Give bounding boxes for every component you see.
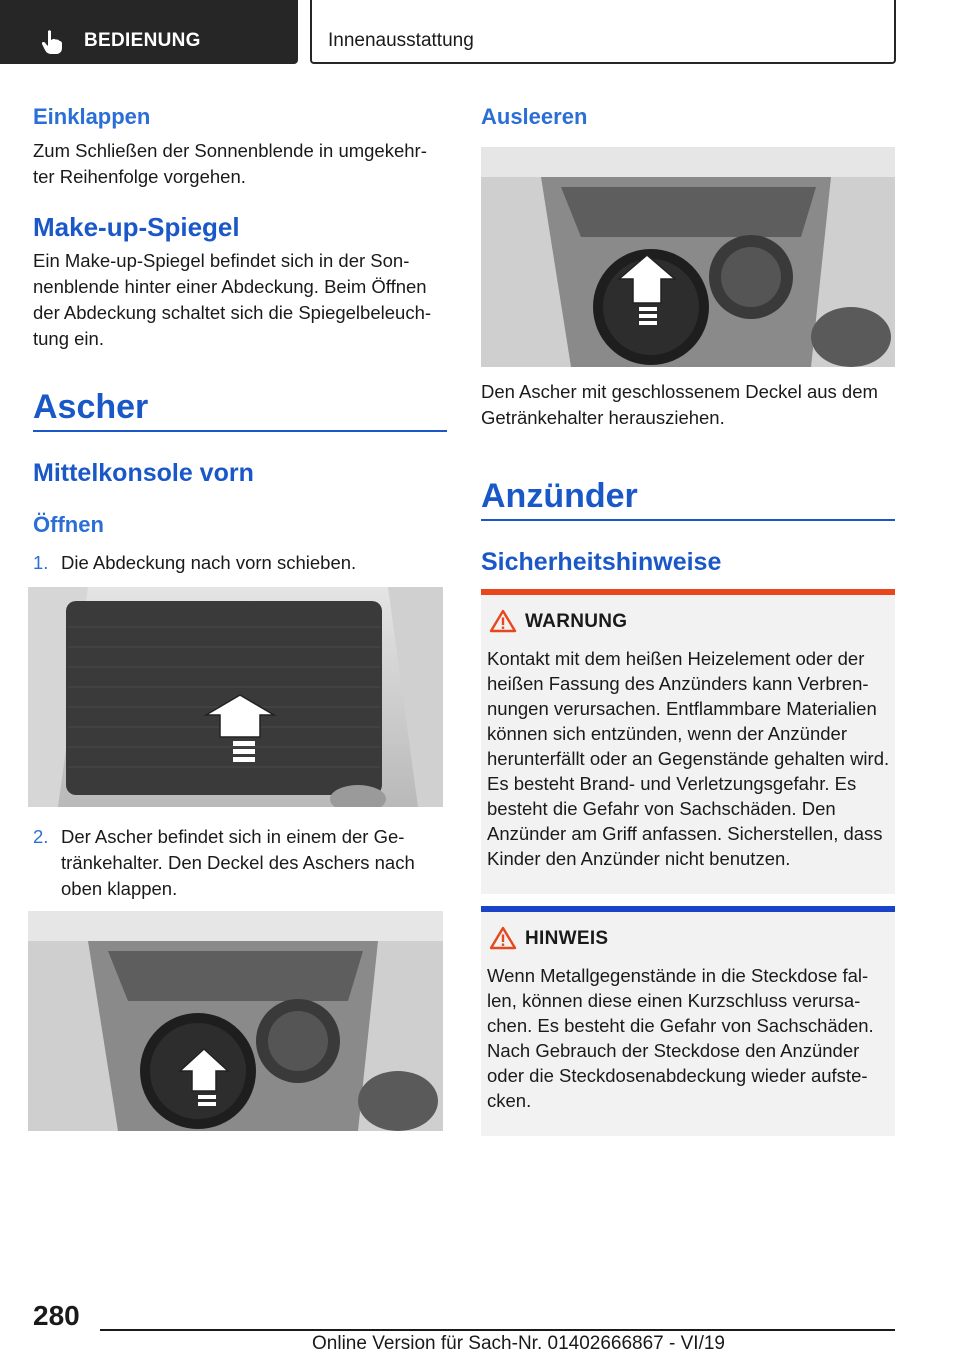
ascher-heading: Ascher [33, 388, 149, 426]
einklappen-heading: Einklappen [33, 104, 151, 129]
mittelkonsole-heading: Mittelkonsole vorn [33, 459, 254, 487]
step-text: Der Ascher befindet sich in einem der Ge-tränkehalter. Den Deckel des Aschers nach oben klappen. [61, 826, 415, 899]
anzuender-heading: Anzünder [481, 477, 638, 515]
header-chapter-tab [310, 0, 896, 64]
ausleeren-text: Den Ascher mit geschlossenem Deckel aus dem Getränkehalter herausziehen. [481, 381, 878, 428]
warning-title: WARNUNG [525, 611, 628, 632]
chapter-label: Innenausstattung [328, 30, 474, 51]
footer-rule [100, 1329, 895, 1331]
sicherheit-heading: Sicherheitshinweise [481, 548, 722, 576]
warning-bar [481, 589, 895, 595]
step-text: Die Abdeckung nach vorn schieben. [61, 552, 357, 573]
oeffnen-heading: Öffnen [33, 512, 104, 537]
warning-box [481, 589, 895, 894]
photo-console-cover [28, 587, 443, 807]
list-item [33, 824, 447, 904]
warning-triangle-icon [489, 926, 517, 950]
notice-bar [481, 906, 895, 912]
list-item [33, 550, 447, 576]
photo-ashtray-lid [28, 911, 443, 1131]
header-section-tab [0, 0, 298, 64]
spiegel-heading: Make-up-Spiegel [33, 212, 240, 242]
ascher-rule [33, 430, 447, 432]
step-number: 1. [33, 552, 49, 573]
warning-text: Kontakt mit dem heißen Heizelement oder der heißen Fassung des Anzünders kann Verbren-nungen verursachen. Entflammbare Materialien können sich entzünden, wenn der Anzünder herunterfällt oder an Gegenstände gehalten wird. Es besteht Brand- und Verletzungsgefahr. Es besteht die Gefahr von Sachschäden. Den Anzünder am Griff anfassen. Sicherstellen, dass Kinder den Anzünder nicht benutzen. [487, 648, 890, 869]
hand-pointer-icon [40, 29, 64, 55]
page-number: 280 [33, 1300, 80, 1331]
einklappen-text: Zum Schließen der Sonnenblende in umgekehr-ter Reihenfolge vorgehen. [33, 140, 427, 187]
spiegel-text: Ein Make-up-Spiegel befindet sich in der Son-nenblende hinter einer Abdeckung. Beim Öffnen der Abdeckung schaltet sich die Spiegelbeleuch-tung ein. [33, 250, 432, 349]
notice-title: HINWEIS [525, 928, 609, 949]
online-version-text: Online Version für Sach-Nr. 01402666867 - VI/19 [312, 1333, 725, 1354]
notice-box [481, 906, 895, 1136]
step-number: 2. [33, 826, 49, 847]
section-label: BEDIENUNG [84, 30, 201, 51]
photo-ashtray-remove [481, 147, 895, 367]
notice-text: Wenn Metallgegenstände in die Steckdose fal-len, können diese einen Kurzschluss verursa-chen. Es besteht die Gefahr von Sachschäden. Nach Gebrauch der Steckdose den Anzünder oder die Steckdosenabdeckung wieder aufste-cken. [487, 965, 874, 1111]
anzuender-rule [481, 519, 895, 521]
warning-triangle-icon [489, 609, 517, 633]
ausleeren-heading: Ausleeren [481, 104, 588, 129]
